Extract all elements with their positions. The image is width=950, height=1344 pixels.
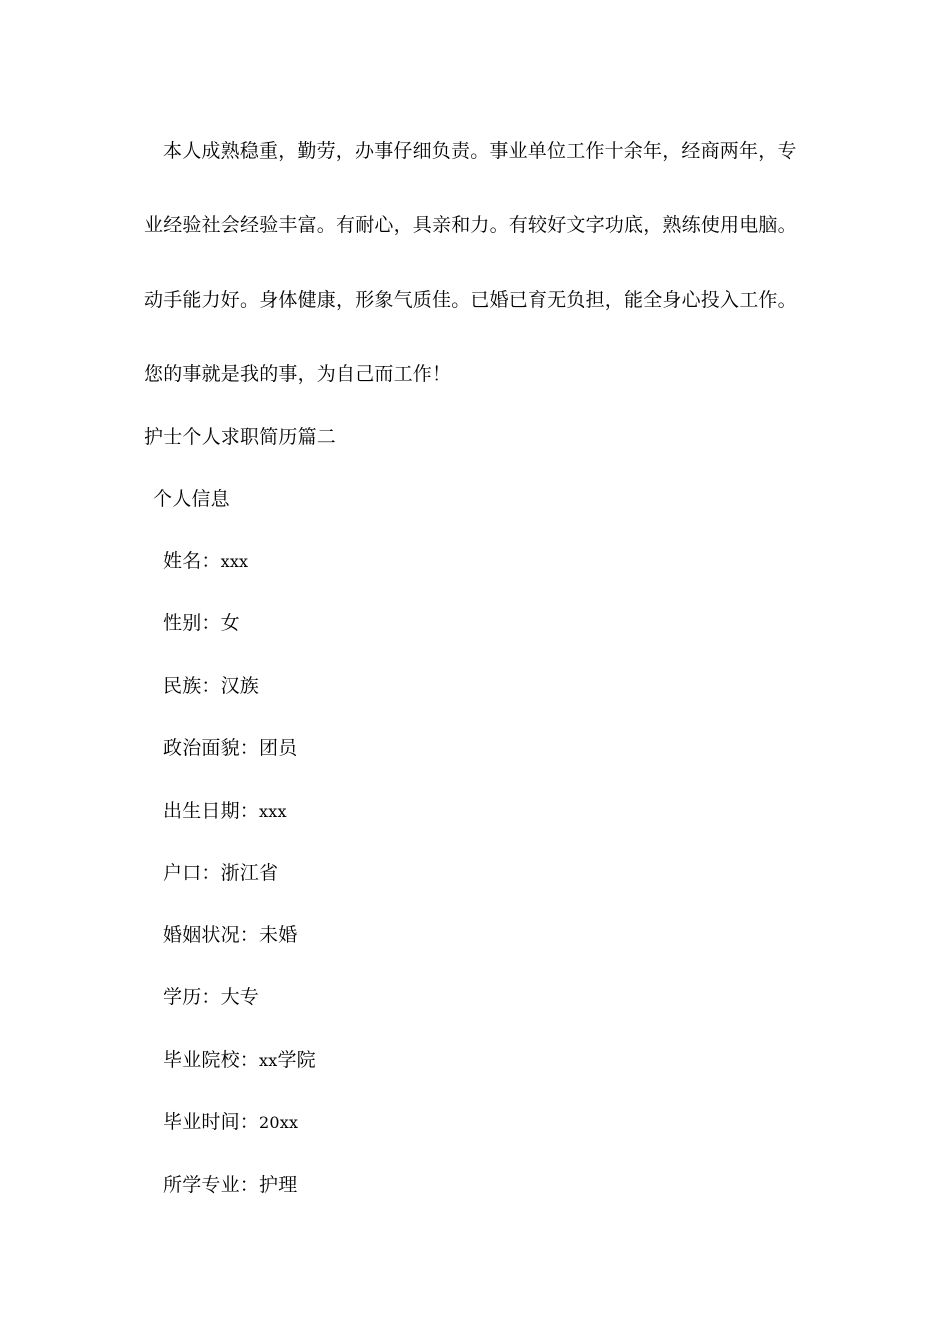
field-value: xxx [259,802,287,821]
field-school [163,1047,316,1074]
field-household [163,860,278,886]
field-label: 毕业时间： [163,1111,260,1133]
field-birth-date [163,798,287,825]
field-value: 女 [220,612,240,634]
field-value-suffix: 学院 [277,1049,316,1071]
field-label: 民族： [163,675,221,697]
field-value: 汉族 [220,675,260,697]
field-value: 浙江省 [220,862,279,884]
personal-info-heading: 个人信息 [153,488,230,510]
field-value: 护理 [259,1174,298,1196]
section-title: 护士个人求职简历篇二 [144,426,337,448]
field-value: xx [259,1051,278,1070]
field-value: 大专 [220,986,260,1008]
field-label: 性别： [163,612,221,634]
field-label: 毕业院校： [163,1049,260,1071]
field-value: 未婚 [259,924,298,946]
field-label: 婚姻状况： [163,924,260,946]
field-political-status [163,735,297,761]
intro-line-1: 本人成熟稳重，勤劳，办事仔细负责。事业单位工作十余年，经商两年，专 [163,140,797,162]
field-label: 户口： [163,862,221,884]
intro-line-2: 业经验社会经验丰富。有耐心，具亲和力。有较好文字功底，熟练使用电脑。 [144,214,797,236]
field-value: 20xx [259,1113,299,1132]
field-major [163,1172,297,1198]
field-label: 所学专业： [163,1174,260,1196]
field-education [163,984,259,1010]
field-label: 出生日期： [163,800,260,822]
field-label: 政治面貌： [163,737,260,759]
field-gender [163,610,240,636]
field-label: 姓名： [163,550,221,572]
intro-line-3: 动手能力好。身体健康，形象气质佳。已婚已育无负担，能全身心投入工作。 [144,289,797,311]
field-marital-status [163,922,297,948]
field-value: xxx [220,552,249,571]
field-label: 学历： [163,986,221,1008]
field-name [163,548,248,575]
intro-line-4: 您的事就是我的事，为自己而工作！ [144,363,452,385]
field-ethnicity [163,673,259,699]
field-graduation-time [163,1109,298,1136]
field-value: 团员 [259,737,298,759]
